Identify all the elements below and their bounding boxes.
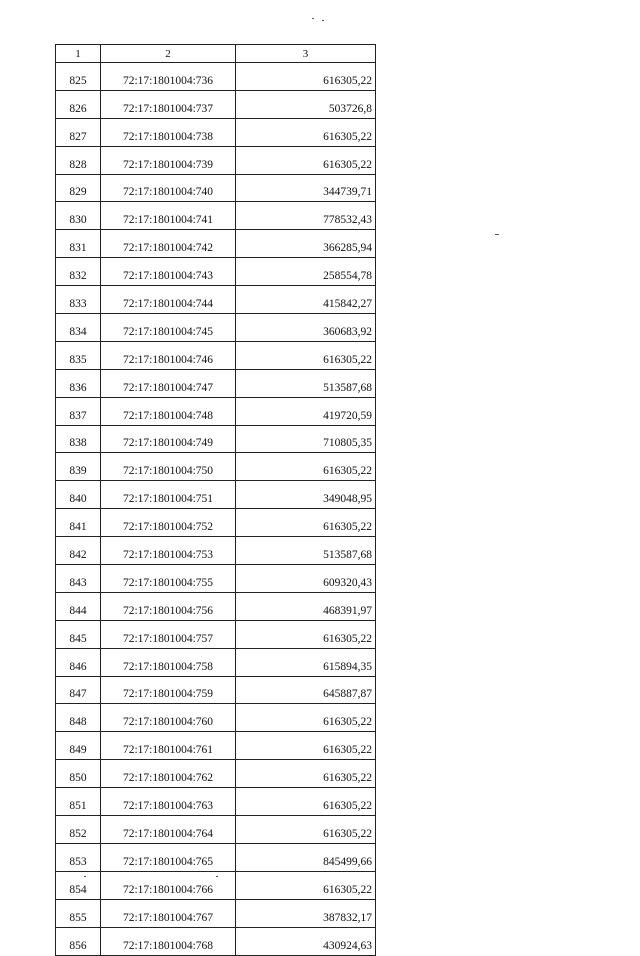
cadastral-value: 258554,78 [236, 258, 376, 286]
cadastral-value: 616305,22 [236, 63, 376, 91]
cadastral-value: 616305,22 [236, 453, 376, 481]
table-row [56, 565, 376, 593]
table-row [56, 90, 376, 118]
table-row [56, 453, 376, 481]
table-row [56, 509, 376, 537]
cadastral-value: 645887,87 [236, 676, 376, 704]
row-number: 830 [56, 202, 101, 230]
row-number: 851 [56, 788, 101, 816]
cadastral-number: 72:17:1801004:761 [101, 732, 236, 760]
cadastral-value: 419720,59 [236, 397, 376, 425]
row-number: 836 [56, 369, 101, 397]
cadastral-value: 616305,22 [236, 146, 376, 174]
header-column-1: 1 [56, 45, 101, 63]
scan-speck [322, 20, 324, 21]
cadastral-number: 72:17:1801004:743 [101, 258, 236, 286]
cadastral-value: 616305,22 [236, 620, 376, 648]
row-number: 846 [56, 648, 101, 676]
cadastral-number: 72:17:1801004:752 [101, 509, 236, 537]
table-body [56, 63, 376, 956]
row-number: 840 [56, 481, 101, 509]
row-number: 832 [56, 258, 101, 286]
row-number: 854 [56, 871, 101, 899]
table-row [56, 63, 376, 91]
cadastral-number: 72:17:1801004:756 [101, 592, 236, 620]
cadastral-value: 615894,35 [236, 648, 376, 676]
cadastral-value: 609320,43 [236, 565, 376, 593]
row-number: 827 [56, 118, 101, 146]
cadastral-number: 72:17:1801004:760 [101, 704, 236, 732]
cadastral-number: 72:17:1801004:737 [101, 90, 236, 118]
row-number: 831 [56, 230, 101, 258]
table-row [56, 537, 376, 565]
row-number: 856 [56, 927, 101, 955]
cadastral-number: 72:17:1801004:738 [101, 118, 236, 146]
cadastral-table [55, 44, 376, 956]
cadastral-number: 72:17:1801004:741 [101, 202, 236, 230]
cadastral-value: 366285,94 [236, 230, 376, 258]
cadastral-value: 513587,68 [236, 369, 376, 397]
cadastral-number: 72:17:1801004:744 [101, 286, 236, 314]
cadastral-number: 72:17:1801004:765 [101, 843, 236, 871]
table-row [56, 481, 376, 509]
row-number: 835 [56, 341, 101, 369]
cadastral-value: 360683,92 [236, 314, 376, 342]
row-number: 849 [56, 732, 101, 760]
cadastral-value: 710805,35 [236, 425, 376, 453]
table-row [56, 258, 376, 286]
row-number: 842 [56, 537, 101, 565]
cadastral-value: 344739,71 [236, 174, 376, 202]
cadastral-value: 616305,22 [236, 341, 376, 369]
row-number: 848 [56, 704, 101, 732]
table-row [56, 704, 376, 732]
row-number: 825 [56, 63, 101, 91]
cadastral-number: 72:17:1801004:766 [101, 871, 236, 899]
cadastral-number: 72:17:1801004:758 [101, 648, 236, 676]
row-number: 834 [56, 314, 101, 342]
header-column-2: 2 [101, 45, 236, 63]
cadastral-value: 415842,27 [236, 286, 376, 314]
scan-speck [312, 18, 314, 19]
cadastral-number: 72:17:1801004:736 [101, 63, 236, 91]
cadastral-number: 72:17:1801004:757 [101, 620, 236, 648]
table-row [56, 676, 376, 704]
cadastral-value: 616305,22 [236, 704, 376, 732]
table-row [56, 202, 376, 230]
scan-speck [216, 876, 218, 877]
table-row [56, 760, 376, 788]
row-number: 841 [56, 509, 101, 537]
cadastral-number: 72:17:1801004:740 [101, 174, 236, 202]
table-row [56, 174, 376, 202]
row-number: 847 [56, 676, 101, 704]
cadastral-value: 616305,22 [236, 816, 376, 844]
table-row [56, 425, 376, 453]
row-number: 839 [56, 453, 101, 481]
row-number: 855 [56, 899, 101, 927]
table-row [56, 146, 376, 174]
row-number: 850 [56, 760, 101, 788]
row-number: 852 [56, 816, 101, 844]
table-row [56, 899, 376, 927]
cadastral-number: 72:17:1801004:747 [101, 369, 236, 397]
row-number: 843 [56, 565, 101, 593]
cadastral-number: 72:17:1801004:751 [101, 481, 236, 509]
cadastral-number: 72:17:1801004:748 [101, 397, 236, 425]
cadastral-number: 72:17:1801004:768 [101, 927, 236, 955]
cadastral-value: 349048,95 [236, 481, 376, 509]
cadastral-value: 616305,22 [236, 732, 376, 760]
cadastral-value: 845499,66 [236, 843, 376, 871]
cadastral-number: 72:17:1801004:759 [101, 676, 236, 704]
cadastral-value: 513587,68 [236, 537, 376, 565]
row-number: 844 [56, 592, 101, 620]
row-number: 829 [56, 174, 101, 202]
table-row [56, 927, 376, 955]
table-row [56, 620, 376, 648]
scan-speck [495, 234, 499, 235]
cadastral-number: 72:17:1801004:750 [101, 453, 236, 481]
table-row [56, 732, 376, 760]
row-number: 826 [56, 90, 101, 118]
cadastral-number: 72:17:1801004:746 [101, 341, 236, 369]
row-number: 828 [56, 146, 101, 174]
row-number: 837 [56, 397, 101, 425]
cadastral-value: 503726,8 [236, 90, 376, 118]
cadastral-value: 430924,63 [236, 927, 376, 955]
table-row [56, 341, 376, 369]
cadastral-value: 616305,22 [236, 509, 376, 537]
table-row [56, 369, 376, 397]
table-row [56, 397, 376, 425]
table-row [56, 286, 376, 314]
cadastral-number: 72:17:1801004:767 [101, 899, 236, 927]
cadastral-value: 616305,22 [236, 871, 376, 899]
cadastral-number: 72:17:1801004:742 [101, 230, 236, 258]
cadastral-value: 616305,22 [236, 760, 376, 788]
cadastral-number: 72:17:1801004:739 [101, 146, 236, 174]
table-row [56, 648, 376, 676]
cadastral-value: 778532,43 [236, 202, 376, 230]
row-number: 853 [56, 843, 101, 871]
cadastral-number: 72:17:1801004:755 [101, 565, 236, 593]
cadastral-value: 468391,97 [236, 592, 376, 620]
cadastral-number: 72:17:1801004:745 [101, 314, 236, 342]
cadastral-value: 616305,22 [236, 788, 376, 816]
cadastral-value: 616305,22 [236, 118, 376, 146]
table-row [56, 230, 376, 258]
table-header-row [56, 45, 376, 63]
cadastral-number: 72:17:1801004:762 [101, 760, 236, 788]
table-row [56, 788, 376, 816]
scan-speck [84, 876, 86, 877]
row-number: 833 [56, 286, 101, 314]
cadastral-number: 72:17:1801004:749 [101, 425, 236, 453]
cadastral-number: 72:17:1801004:763 [101, 788, 236, 816]
row-number: 838 [56, 425, 101, 453]
table-row [56, 314, 376, 342]
header-column-3: 3 [236, 45, 376, 63]
table-row [56, 118, 376, 146]
cadastral-value: 387832,17 [236, 899, 376, 927]
table-row [56, 816, 376, 844]
row-number: 845 [56, 620, 101, 648]
cadastral-number: 72:17:1801004:753 [101, 537, 236, 565]
cadastral-number: 72:17:1801004:764 [101, 816, 236, 844]
table-row [56, 843, 376, 871]
table-row [56, 592, 376, 620]
